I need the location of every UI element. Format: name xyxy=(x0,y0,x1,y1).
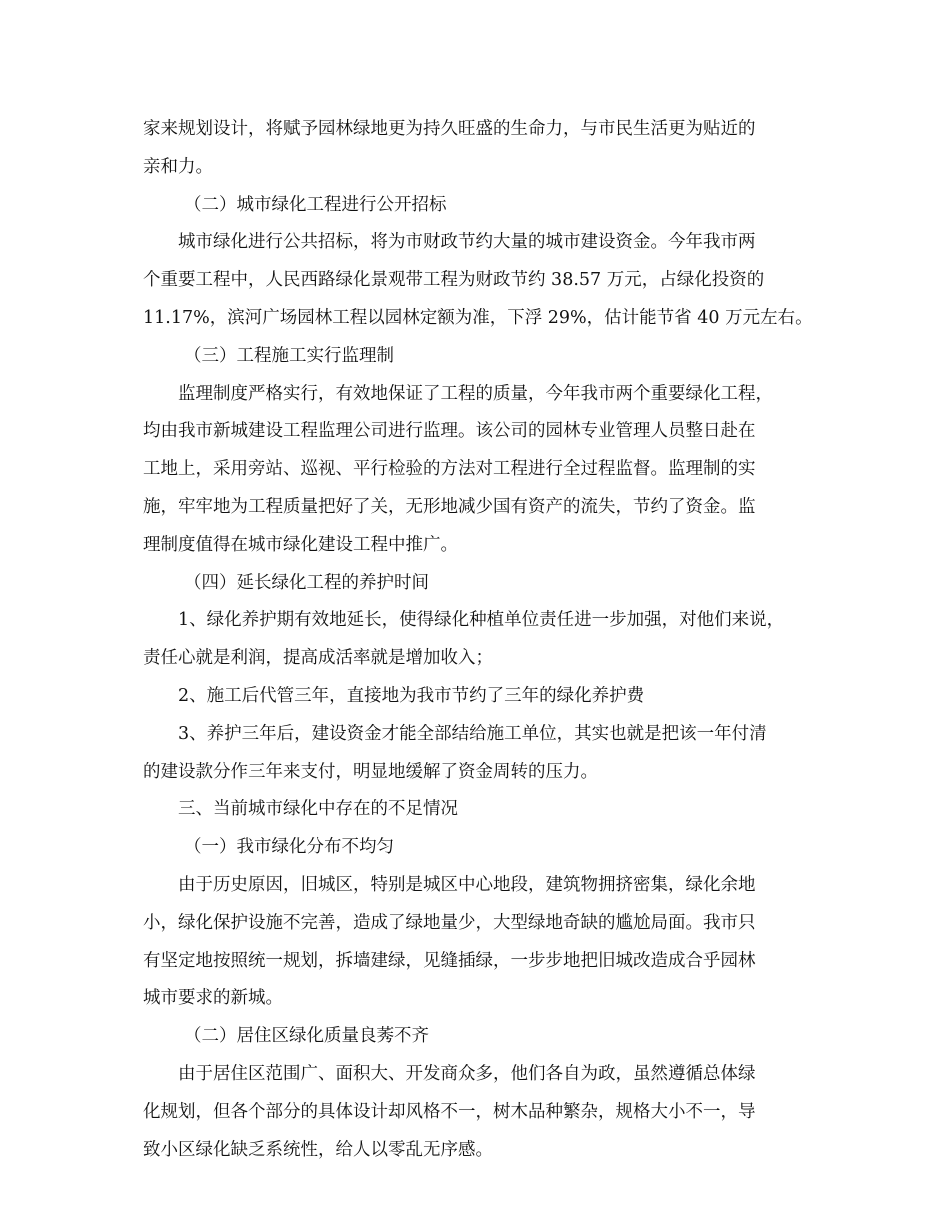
text-line: 个重要工程中，人民西路绿化景观带工程为财政节约 38.57 万元，占绿化投资的 xyxy=(143,270,765,291)
text-line: 施，牢牢地为工程质量把好了关，无形地减少国有资产的流失，节约了资金。监 xyxy=(143,496,756,517)
section-heading: （一）我市绿化分布不均匀 xyxy=(184,837,394,858)
text-line: 由于历史原因，旧城区，特别是城区中心地段，建筑物拥挤密集，绿化余地 xyxy=(178,874,756,895)
text-line: 亲和力。 xyxy=(143,156,213,177)
section-heading: （三）工程施工实行监理制 xyxy=(184,345,394,366)
text-line: 工地上，采用旁站、巡视、平行检验的方法对工程进行全过程监督。监理制的实 xyxy=(143,459,756,480)
text-line: 责任心就是利润，提高成活率就是增加收入； xyxy=(143,648,493,669)
document-body xyxy=(143,111,813,1169)
text-line: 家来规划设计，将赋予园林绿地更为持久旺盛的生命力，与市民生活更为贴近的 xyxy=(143,119,756,139)
text-line: 监理制度严格实行，有效地保证了工程的质量，今年我市两个重要绿化工程， xyxy=(178,383,773,404)
text-line: 理制度值得在城市绿化建设工程中推广。 xyxy=(143,534,458,555)
text-line: 城市要求的新城。 xyxy=(143,988,283,1009)
text-line: 由于居住区范围广、面积大、开发商众多，他们各自为政，虽然遵循总体绿 xyxy=(178,1063,756,1084)
section-heading: （二）城市绿化工程进行公开招标 xyxy=(184,194,447,215)
text-line: 三、当前城市绿化中存在的不足情况 xyxy=(178,799,458,820)
section-heading: （四）延长绿化工程的养护时间 xyxy=(184,572,429,593)
text-line: 均由我市新城建设工程监理公司进行监理。该公司的园林专业管理人员整日赴在 xyxy=(143,421,756,442)
text-line: 3、养护三年后，建设资金才能全部结给施工单位，其实也就是把该一年付清 xyxy=(178,723,767,744)
text-line: 小，绿化保护设施不完善，造成了绿地量少，大型绿地奇缺的尴尬局面。我市只 xyxy=(143,912,756,933)
text-line: 致小区绿化缺乏系统性，给人以零乱无序感。 xyxy=(143,1139,493,1160)
text-line: 的建设款分作三年来支付，明显地缓解了资金周转的压力。 xyxy=(143,761,598,782)
section-heading: （二）居住区绿化质量良莠不齐 xyxy=(184,1026,429,1047)
text-line: 2、施工后代管三年，直接地为我市节约了三年的绿化养护费 xyxy=(178,685,645,706)
text-line: 有坚定地按照统一规划，拆墙建绿，见缝插绿，一步步地把旧城改造成合乎园林 xyxy=(143,950,756,971)
text-line: 城市绿化进行公共招标，将为市财政节约大量的城市建设资金。今年我市两 xyxy=(178,232,756,253)
text-line: 11.17%，滨河广场园林工程以园林定额为准，下浮 29%，估计能节省 40 万元左右。 xyxy=(143,307,813,328)
text-line: 1、绿化养护期有效地延长，使得绿化种植单位责任进一步加强，对他们来说， xyxy=(178,610,785,631)
text-line: 化规划，但各个部分的具体设计却风格不一，树木品种繁杂，规格大小不一，导 xyxy=(143,1101,756,1122)
